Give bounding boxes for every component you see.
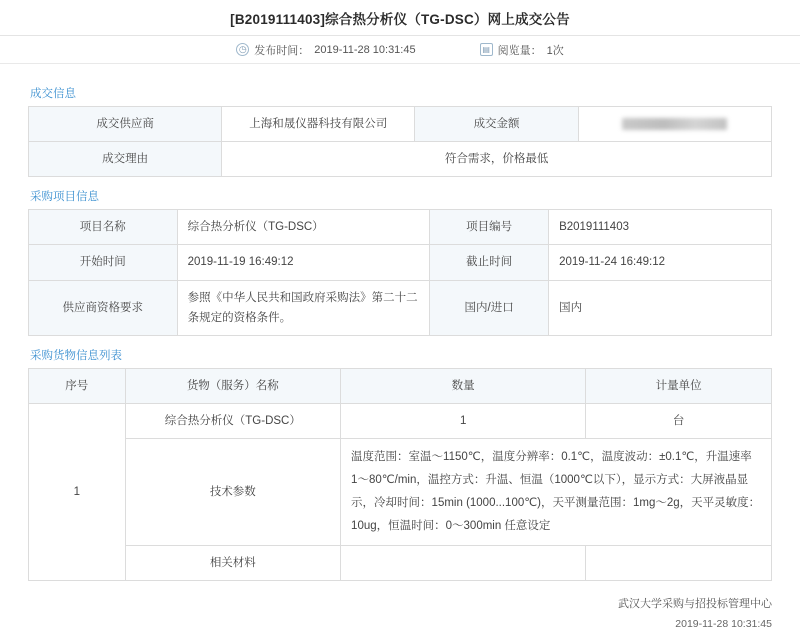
end-time-label: 截止时间 [430, 245, 549, 280]
supplier-qualification-value: 参照《中华人民共和国政府采购法》第二十二条规定的资格条件。 [177, 280, 430, 335]
end-time-value: 2019-11-24 16:49:12 [549, 245, 772, 280]
deal-supplier-label: 成交供应商 [29, 107, 222, 142]
views-value: 1次 [546, 44, 564, 57]
tech-params-label: 技术参数 [125, 439, 340, 546]
table-row [29, 245, 772, 280]
goods-name: 综合热分析仪（TG-DSC） [125, 403, 340, 438]
goods-qty: 1 [341, 403, 586, 438]
start-time-label: 开始时间 [29, 245, 178, 280]
publish-time-value: 2019-11-28 10:31:45 [314, 43, 416, 56]
content-body [0, 64, 800, 581]
project-name-label: 项目名称 [29, 210, 178, 245]
column-header-unit: 计量单位 [586, 368, 772, 403]
footer-timestamp: 2019-11-28 10:31:45 [675, 618, 772, 630]
goods-unit: 台 [586, 403, 772, 438]
views-group [480, 42, 564, 58]
start-time-value: 2019-11-19 16:49:12 [177, 245, 430, 280]
table-row [29, 403, 772, 438]
book-icon: ▤ [480, 43, 493, 56]
deal-reason-label: 成交理由 [29, 142, 222, 177]
table-row [29, 210, 772, 245]
project-code-label: 项目编号 [430, 210, 549, 245]
domestic-import-label: 国内/进口 [430, 280, 549, 335]
deal-amount-label: 成交金额 [415, 107, 578, 142]
table-row [29, 107, 772, 142]
supplier-qualification-label: 供应商资格要求 [29, 280, 178, 335]
publish-time-group [236, 42, 415, 58]
column-header-name: 货物（服务）名称 [125, 368, 340, 403]
table-row [29, 439, 772, 546]
section-title-project: 采购项目信息 [30, 191, 99, 204]
publish-time-label: 发布时间： [254, 44, 310, 57]
table-header-row [29, 368, 772, 403]
project-code-value: B2019111403 [549, 210, 772, 245]
tech-params-value: 温度范围：室温～1150℃，温度分辨率：0.1℃，温度波动：±0.1℃，升温速率 1～80℃/min，温控方式：升温、恒温（1000℃以下），显示方式：大屏液晶显示，冷却时间：15min (1000...100℃)，天平测量范围：1mg～2g，天平灵敏度：10ug，恒温时间：0～300min 任意设定 [341, 439, 772, 546]
project-name-value: 综合热分析仪（TG-DSC） [177, 210, 430, 245]
section-title-goods: 采购货物信息列表 [30, 349, 122, 362]
related-materials-value [341, 546, 586, 581]
column-header-index: 序号 [29, 368, 126, 403]
page-title: [B2019111403]综合热分析仪（TG-DSC）网上成交公告 [230, 11, 570, 27]
redacted-amount [622, 118, 727, 130]
goods-list-table [28, 368, 772, 581]
related-materials-label: 相关材料 [125, 546, 340, 581]
table-row [29, 280, 772, 335]
title-bar [0, 0, 800, 36]
deal-supplier-value: 上海和晟仪器科技有限公司 [222, 107, 415, 142]
views-label: 阅览量： [497, 44, 542, 57]
footer-org: 武汉大学采购与招投标管理中心 [618, 598, 772, 611]
deal-amount-value [578, 107, 771, 142]
goods-index: 1 [29, 403, 126, 580]
domestic-import-value: 国内 [549, 280, 772, 335]
deal-reason-value: 符合需求，价格最低 [222, 142, 772, 177]
clock-icon: ◷ [236, 43, 249, 56]
meta-bar [0, 36, 800, 64]
column-header-qty: 数量 [341, 368, 586, 403]
footer [0, 581, 800, 630]
related-materials-unit [586, 546, 772, 581]
section-title-deal: 成交信息 [30, 88, 76, 100]
deal-info-table [28, 106, 772, 177]
table-row [29, 142, 772, 177]
table-row [29, 546, 772, 581]
project-info-table [28, 209, 772, 336]
